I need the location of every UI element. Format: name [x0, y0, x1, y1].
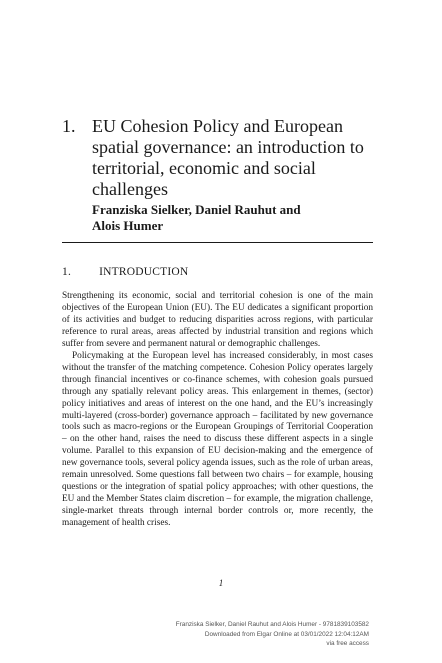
section-title: INTRODUCTION: [99, 266, 189, 278]
authors-line-1: Franziska Sielker, Daniel Rauhut and: [92, 202, 301, 217]
section-number: 1.: [62, 266, 72, 278]
download-footer: [69, 620, 369, 649]
chapter-title: EU Cohesion Policy and European spatial governance: an introduction to territorial, economic and social challenges: [92, 116, 364, 199]
page-number: 1: [218, 578, 224, 588]
chapter-number: 1.: [62, 116, 76, 136]
body-text: [62, 291, 373, 530]
footer-line-3: via free access: [326, 640, 369, 648]
section-heading: [62, 265, 188, 279]
footer-line-2: Downloaded from Elgar Online at 03/01/2022 12:04:12AM: [204, 630, 369, 638]
paragraph-2: Policymaking at the European level has increased considerably, in most cases without the transfer of the matching competence. Cohesion Policy operates largely through financial incentives or co-finance schemes, with cohesion goals pursued through any spatially relevant policy areas. This enlargement in themes, (sector) policy initiatives and areas of interest on the one hand, and the EU’s increasingly multi-layered (cross-border) governance approach – facilitated by new governance tools such as macro-regions or the European Groupings of Territorial Cooperation – on the other hand, raises the need to discuss these different aspects in a single volume. Parallel to this expansion of EU decision-making and the emergence of new governance tools, several policy agenda issues, such as the role of urban areas, remain unresolved. Some questions fall between two chairs – for example, housing questions or the integration of spatial policy approaches; with other questions, the EU and the Member States claim discretion – for example, the migration challenge, single-market threats through internal border controls or, more recently, the management of health crises.: [62, 350, 373, 529]
paragraph-1: Strengthening its economic, social and territorial cohesion is one of the main objectives of the European Union (EU). The EU dedicates a significant proportion of its activities and budget to reducing disparities across regions, with particular reference to rural areas, areas affected by industrial transition and regions which suffer from severe and permanent natural or demographic challenges.: [62, 291, 373, 349]
authors-line-2: Alois Humer: [92, 218, 164, 233]
chapter-authors: [92, 202, 372, 234]
footer-line-1: Franziska Sielker, Daniel Rauhut and Alois Humer - 9781839103582: [175, 621, 369, 628]
heading-divider: [62, 242, 373, 243]
